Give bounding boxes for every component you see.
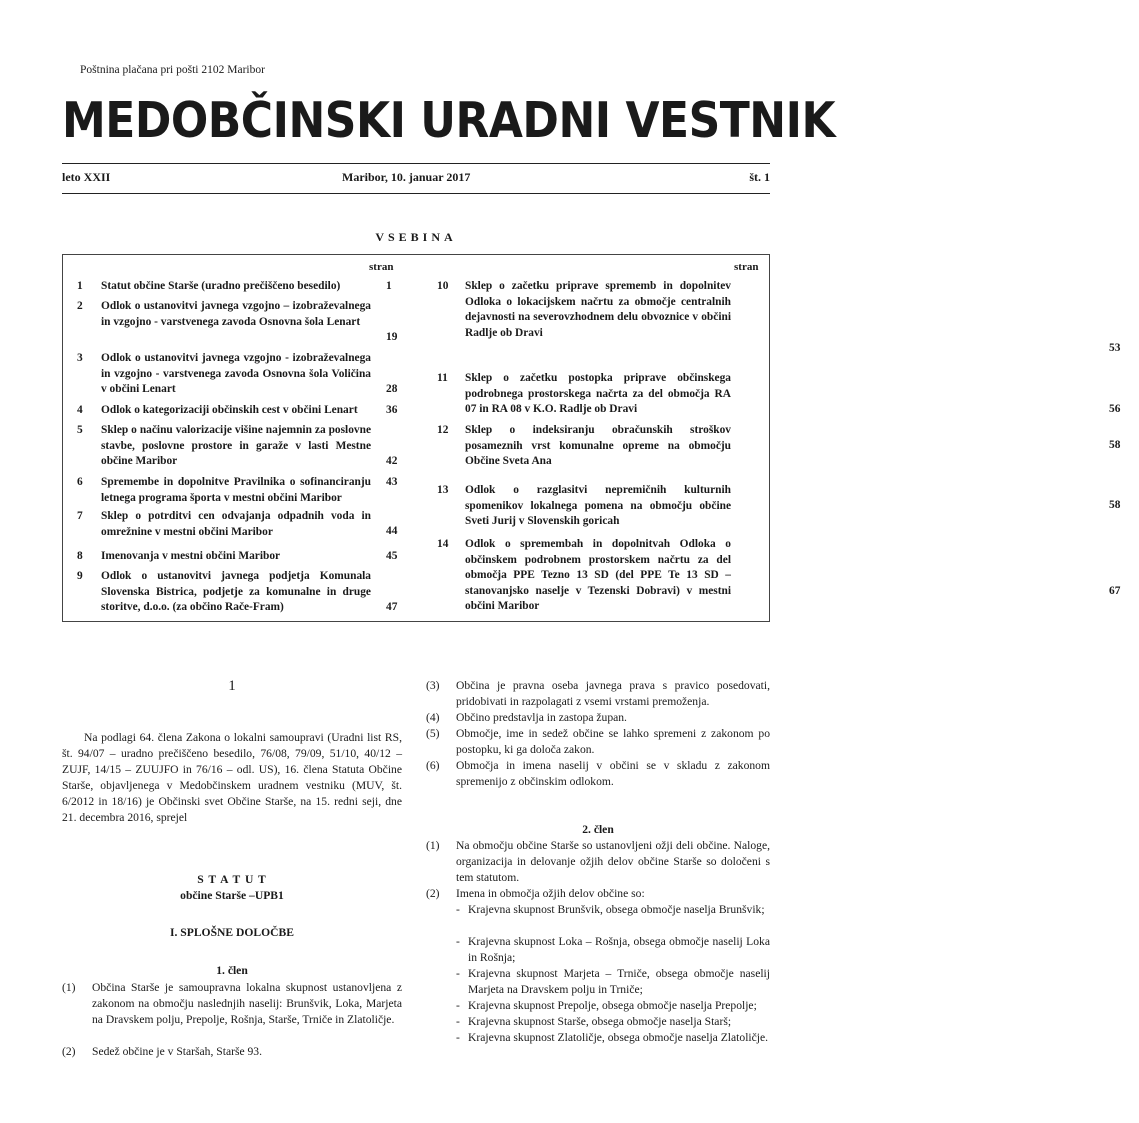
dash-item-text: Krajevna skupnost Zlatoličje, obsega območje naselja Zlatoličje. (468, 1031, 769, 1044)
toc-entry-title: Statut občine Starše (uradno prečiščeno besedilo) (101, 280, 341, 292)
paragraph-number: (3) (426, 679, 440, 692)
toc-entry-page: 45 (386, 550, 398, 562)
paragraph-number: (2) (426, 887, 440, 900)
toc-entry-page: 56 (1109, 403, 1121, 415)
toc-entry-title: Sklep o načinu valorizacije višine najemnin za poslovne stavbe, poslovne prostore in garaže v lasti Mestne občine Maribor (101, 424, 371, 468)
toc-entry-number: 12 (437, 424, 449, 436)
issue-number: št. 1 (749, 170, 770, 184)
statut-title: S T A T U T (197, 873, 267, 886)
toc-entry-title: Odlok o ustanovitvi javnega vzgojno – izobraževalnega in vzgojno - varstvenega zavoda Osnovna šola Lenart (101, 300, 371, 328)
toc-entry-page: 19 (386, 331, 398, 343)
dash-bullet: - (456, 935, 460, 948)
paragraph-text: Območje, ime in sedež občine se lahko spremeni z zakonom po postopku, ki ga določa zakon. (456, 727, 770, 756)
toc-entry-title: Odlok o razglasitvi nepremičnih kulturnih spomenikov lokalnega pomena na območju občine Sveti Jurij v Slovenskih goricah (465, 484, 731, 528)
toc-entry-page: 42 (386, 455, 398, 467)
toc-entry-number: 2 (77, 300, 83, 312)
toc-entry-number: 3 (77, 352, 83, 364)
toc-entry-number: 7 (77, 510, 83, 522)
document-number: 1 (228, 678, 236, 694)
toc-entry-title: Sklep o potrditvi cen odvajanja odpadnih voda in omrežnine v mestni občini Maribor (101, 510, 371, 538)
toc-entry-title: Odlok o ustanovitvi javnega vzgojno - izobraževalnega in vzgojno - varstvenega zavoda Osnovna šola Voličina v občini Lenart (101, 352, 371, 396)
dash-bullet: - (456, 903, 460, 916)
toc-entry-number: 11 (437, 372, 448, 384)
toc-entry-page: 47 (386, 601, 398, 613)
toc-entry-number: 13 (437, 484, 449, 496)
toc-entry-title: Odlok o spremembah in dopolnitvah Odloka o občinskem podrobnem prostorskem načrtu za del območja PPE Tezno 13 SD (del PPE Te 13 SD – stanovanjsko naselje v Tezenski Dobravi) v mestni občini Maribor (465, 538, 731, 613)
toc-entry-page: 36 (386, 404, 398, 416)
article-2-heading: 2. člen (582, 823, 614, 836)
paragraph-text: Občina je pravna oseba javnega prava s pravico posedovati, pridobivati in razpolagati z vsemi vrstami premoženja. (456, 679, 770, 708)
toc-entry-title: Sklep o začetku priprave sprememb in dopolnitev Odloka o lokacijskem načrtu za območje centralnih dejavnosti na severovzhodnem delu obvoznice v občini Radlje ob Dravi (465, 280, 731, 339)
paragraph-number: (1) (62, 981, 76, 994)
toc-entry-number: 10 (437, 280, 449, 292)
dash-bullet: - (456, 1031, 460, 1044)
toc-entry-page: 67 (1109, 585, 1121, 597)
postage-note: Poštnina plačana pri pošti 2102 Maribor (80, 64, 265, 76)
statut-subtitle: občine Starše –UPB1 (180, 889, 284, 902)
dash-item-text: Krajevna skupnost Brunšvik, obsega območje naselja Brunšvik; (468, 903, 765, 916)
toc-entry-number: 9 (77, 570, 83, 582)
toc-entry-title: Sklep o začetku postopka priprave občinskega podrobnega prostorskega načrta za del območja RA 07 in RA 08 v K.O. Radlje ob Dravi (465, 372, 731, 416)
toc-entry-number: 6 (77, 476, 83, 488)
header-rule-bottom (62, 193, 770, 194)
issue-year: leto XXII (62, 170, 111, 184)
preamble-paragraph: Na podlagi 64. člena Zakona o lokalni samoupravi (Uradni list RS, št. 94/07 – uradno prečiščeno besedilo, 76/08, 79/09, 51/10, 40/12 – ZUJF, 14/15 – ZUUJFO in 76/16 – odl. US), 16. člena Statuta Občine Starše, objavljenega v Medobčinskem uradnem vestniku (MUV, št. 6/2012 in 18/16) je Občinski svet Občine Starše, na 15. redni seji, dne 21. decembra 2016, sprejel (62, 731, 402, 824)
toc-entry-number: 14 (437, 538, 449, 550)
issue-place-date: Maribor, 10. januar 2017 (342, 170, 471, 184)
dash-item-text: Krajevna skupnost Starše, obsega območje naselja Starš; (468, 1015, 732, 1028)
toc-entry-title: Odlok o ustanovitvi javnega podjetja Komunala Slovenska Bistrica, podjetje za komunalne in druge storitve, d.o.o. (za občino Rače-Fram) (101, 570, 371, 614)
header-rule-top (62, 163, 770, 164)
toc-entry-page: 44 (386, 525, 398, 537)
toc-page-label-left: stran (369, 261, 394, 273)
toc-entry-title: Sklep o indeksiranju obračunskih stroškov posameznih vrst komunalne opreme na območju Občine Sveta Ana (465, 424, 731, 468)
toc-entry-page: 58 (1109, 499, 1121, 511)
chapter-heading: I. SPLOŠNE DOLOČBE (169, 926, 295, 939)
toc-entry-page: 43 (386, 476, 398, 488)
dash-bullet: - (456, 967, 460, 980)
toc-entry-page: 28 (386, 383, 398, 395)
toc-entry-title: Odlok o kategorizaciji občinskih cest v občini Lenart (101, 404, 358, 416)
paragraph-number: (1) (426, 839, 440, 852)
paragraph-number: (4) (426, 711, 440, 724)
paragraph-text: Sedež občine je v Staršah, Starše 93. (92, 1045, 262, 1058)
paragraph-text: Občina Starše je samoupravna lokalna skupnost ustanovljena z zakonom na območju naslednjih naselij: Brunšvik, Loka, Marjeta na Dravskem polju, Prepolje, Rošnja, Starše, Trniče in Zlatoličje. (92, 981, 402, 1026)
paragraph-number: (6) (426, 759, 440, 772)
paragraph-text: Območja in imena naselij v občini se v skladu z zakonom spremenijo z občinskim odlokom. (456, 759, 770, 788)
article-1-heading: 1. člen (216, 964, 248, 977)
dash-bullet: - (456, 1015, 460, 1028)
dash-item-text: Krajevna skupnost Prepolje, obsega območje naselja Prepolje; (468, 999, 757, 1012)
paragraph-text: Imena in območja ožjih delov občine so: (456, 887, 645, 900)
dash-item-text: Krajevna skupnost Loka – Rošnja, obsega območje naselij Loka in Rošnja; (468, 935, 770, 964)
toc-page-label-right: stran (734, 261, 759, 273)
paragraph-number: (5) (426, 727, 440, 740)
toc-box (62, 254, 1121, 622)
toc-entry-title: Imenovanja v mestni občini Maribor (101, 550, 281, 562)
toc-entry-number: 1 (77, 280, 83, 292)
dash-bullet: - (456, 999, 460, 1012)
toc-entry-number: 8 (77, 550, 83, 562)
paragraph-text: Na območju občine Starše so ustanovljeni ožji deli občine. Naloge, organizacija in delovanje ožjih delov občine Starše so določeni s tem statutom. (456, 839, 770, 884)
toc-entry-page: 53 (1109, 342, 1121, 354)
toc-entry-page: 58 (1109, 439, 1121, 451)
dash-item-text: Krajevna skupnost Marjeta – Trniče, obsega območje naselij Marjeta na Dravskem polju in Trniče; (468, 967, 770, 996)
paragraph-text: Občino predstavlja in zastopa župan. (456, 711, 627, 724)
paragraph-number: (2) (62, 1045, 76, 1058)
toc-entry-number: 5 (77, 424, 83, 436)
masthead-title: MEDOBČINSKI URADNI VESTNIK (62, 92, 836, 150)
toc-title: VSEBINA (375, 230, 457, 244)
toc-entry-title: Spremembe in dopolnitve Pravilnika o sofinanciranju letnega programa športa v mestni občini Maribor (101, 476, 371, 504)
toc-entry-page: 1 (386, 280, 392, 292)
toc-entry-number: 4 (77, 404, 83, 416)
